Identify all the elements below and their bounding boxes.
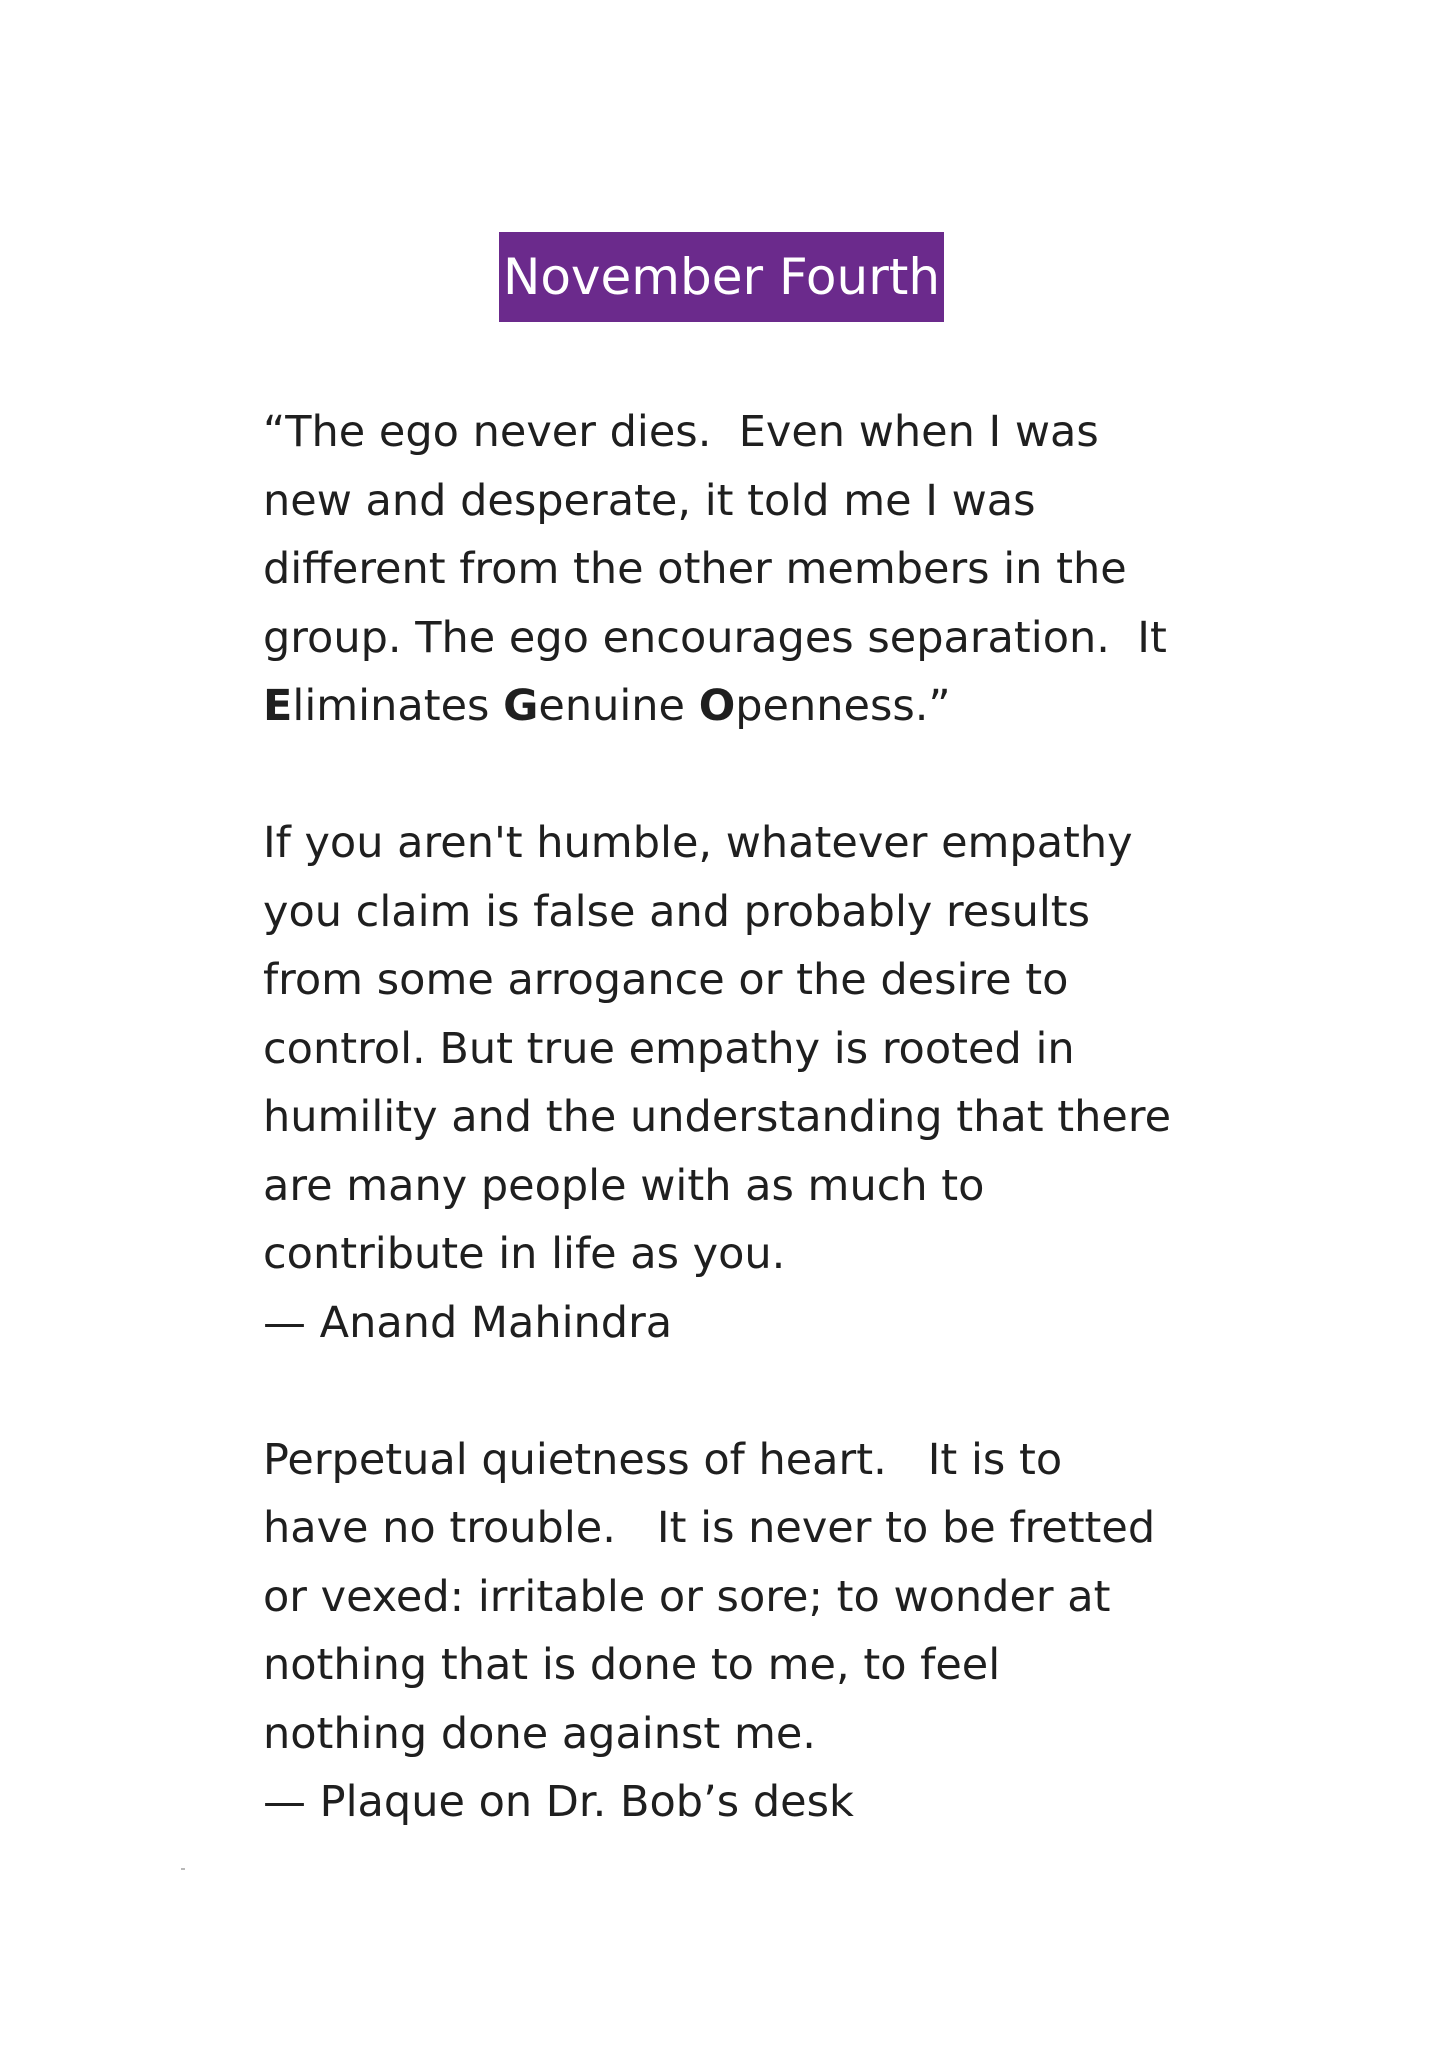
quote-empathy-line-7: contribute in life as you. bbox=[263, 1229, 786, 1279]
paragraph-gap bbox=[263, 1357, 1263, 1426]
title-container bbox=[0, 232, 1443, 322]
quote-quietness-line-5: nothing done against me. bbox=[263, 1708, 816, 1759]
acronym-letter-e: E bbox=[263, 681, 293, 731]
quote-empathy-line-2: you claim is false and probably results bbox=[263, 886, 1091, 937]
quote-ego-line-3: different from the other members in the bbox=[263, 544, 1127, 594]
quote-quietness-line-2: have no trouble. It is never to be fretted bbox=[263, 1503, 1156, 1553]
quote-empathy-attribution: — Anand Mahindra bbox=[263, 1297, 673, 1348]
acronym-letter-o: O bbox=[698, 681, 736, 731]
quote-ego-line-2: new and desperate, it told me I was bbox=[263, 475, 1036, 526]
document-body bbox=[263, 398, 1263, 1837]
quote-ego-line-5 bbox=[263, 672, 1263, 741]
acronym-word-eliminates-rest: liminates bbox=[292, 681, 504, 731]
quote-quietness-attribution: — Plaque on Dr. Bob’s desk bbox=[263, 1777, 854, 1827]
acronym-word-genuine-rest: enuine bbox=[538, 681, 699, 731]
quote-ego bbox=[263, 398, 1263, 741]
quote-quietness-line-4: nothing that is done to me, to feel bbox=[263, 1640, 1001, 1690]
quote-quietness-line-3: or vexed: irritable or sore; to wonder at bbox=[263, 1571, 1111, 1622]
scan-speck bbox=[181, 1868, 185, 1870]
quote-empathy-line-4: control. But true empathy is rooted in bbox=[263, 1023, 1075, 1074]
acronym-word-openness-rest: penness.” bbox=[735, 681, 951, 731]
quote-quietness-line-1: Perpetual quietness of heart. It is to bbox=[263, 1434, 1063, 1485]
quote-empathy-line-3: from some arrogance or the desire to bbox=[263, 955, 1069, 1005]
acronym-letter-g: G bbox=[503, 681, 539, 731]
quote-empathy-line-5: humility and the understanding that there bbox=[263, 1092, 1172, 1142]
quote-empathy-line-1: If you aren't humble, whatever empathy bbox=[263, 818, 1133, 868]
quote-ego-line-4: group. The ego encourages separation. It bbox=[263, 612, 1167, 663]
quote-empathy bbox=[263, 809, 1263, 1357]
quote-quietness bbox=[263, 1426, 1263, 1837]
page-title: November Fourth bbox=[499, 232, 944, 322]
paragraph-gap bbox=[263, 741, 1263, 810]
quote-empathy-line-6: are many people with as much to bbox=[263, 1160, 985, 1211]
quote-ego-line-1: “The ego never dies. Even when I was bbox=[263, 407, 1099, 457]
